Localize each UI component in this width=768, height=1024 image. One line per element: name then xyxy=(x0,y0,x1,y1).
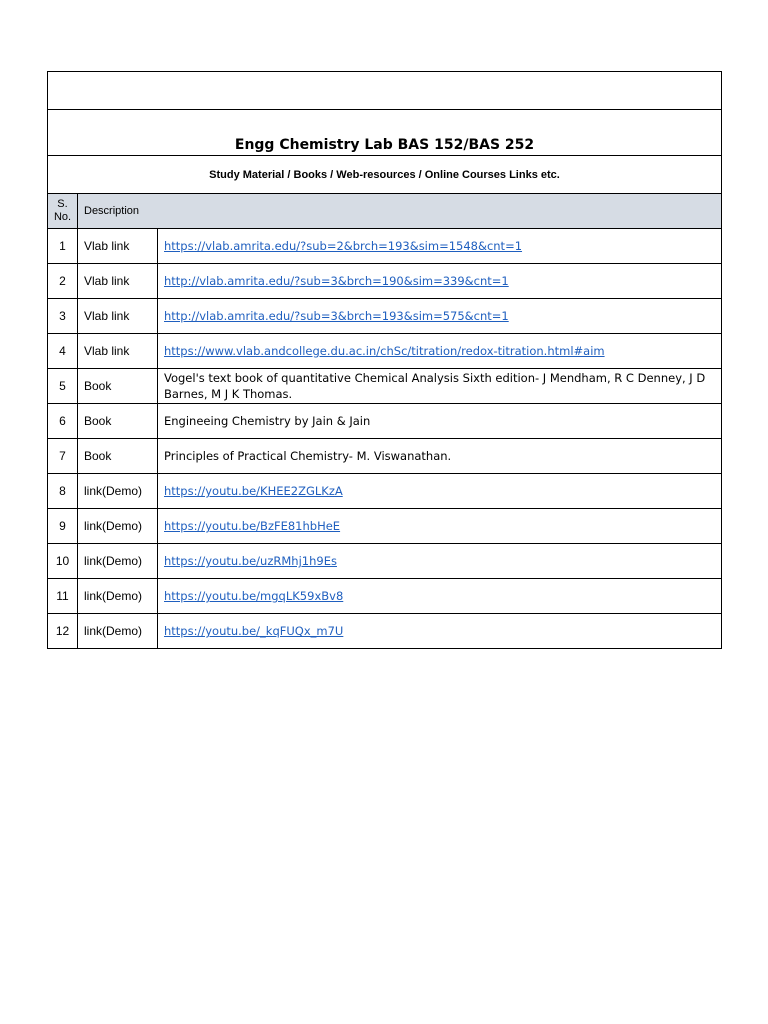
resource-table-body xyxy=(48,72,722,649)
resource-type: Book xyxy=(78,439,158,474)
row-number: 3 xyxy=(48,299,78,334)
row-number: 7 xyxy=(48,439,78,474)
resource-value-cell xyxy=(158,404,722,439)
header-row xyxy=(48,194,722,229)
resource-link[interactable]: http://vlab.amrita.edu/?sub=3&brch=193&sim=575&cnt=1 xyxy=(164,309,509,323)
resource-value-cell xyxy=(158,579,722,614)
resource-link[interactable]: https://youtu.be/uzRMhj1h9Es xyxy=(164,554,337,568)
row-number: 12 xyxy=(48,614,78,649)
row-number: 5 xyxy=(48,369,78,404)
resource-type: Vlab link xyxy=(78,334,158,369)
resource-value-cell xyxy=(158,229,722,264)
table-row xyxy=(48,264,722,299)
resource-type: link(Demo) xyxy=(78,579,158,614)
table-row xyxy=(48,474,722,509)
resource-type: Vlab link xyxy=(78,264,158,299)
title-row xyxy=(48,110,722,156)
resource-link[interactable]: http://vlab.amrita.edu/?sub=3&brch=190&sim=339&cnt=1 xyxy=(164,274,509,288)
resource-link[interactable]: https://youtu.be/BzFE81hbHeE xyxy=(164,519,341,533)
resource-link[interactable]: https://youtu.be/_kqFUQx_m7U xyxy=(164,624,344,638)
sno-header: S. No. xyxy=(48,194,78,229)
table-row xyxy=(48,614,722,649)
table-row xyxy=(48,579,722,614)
table-row xyxy=(48,544,722,579)
resource-type: Vlab link xyxy=(78,229,158,264)
resource-value-cell xyxy=(158,509,722,544)
resource-value-cell xyxy=(158,334,722,369)
table-row xyxy=(48,334,722,369)
resource-link[interactable]: https://youtu.be/mgqLK59xBv8 xyxy=(164,589,344,603)
resource-type: Book xyxy=(78,404,158,439)
resource-value-cell xyxy=(158,439,722,474)
row-number: 2 xyxy=(48,264,78,299)
table-row xyxy=(48,299,722,334)
row-number: 8 xyxy=(48,474,78,509)
resource-text: Engineeing Chemistry by Jain & Jain xyxy=(164,414,371,428)
resource-type: link(Demo) xyxy=(78,614,158,649)
row-number: 9 xyxy=(48,509,78,544)
table-row xyxy=(48,509,722,544)
resource-value-cell xyxy=(158,264,722,299)
resource-type: link(Demo) xyxy=(78,544,158,579)
resource-value-cell xyxy=(158,614,722,649)
table-row xyxy=(48,229,722,264)
resource-text: Vogel's text book of quantitative Chemical Analysis Sixth edition- J Mendham, R C Denney, J D Barnes, M J K Thomas. xyxy=(164,371,706,401)
resource-value-cell xyxy=(158,474,722,509)
resource-link[interactable]: https://www.vlab.andcollege.du.ac.in/chSc/titration/redox-titration.html#aim xyxy=(164,344,605,358)
description-header: Description xyxy=(78,194,722,229)
resource-link[interactable]: https://youtu.be/KHEE2ZGLKzA xyxy=(164,484,343,498)
row-number: 6 xyxy=(48,404,78,439)
resource-type: link(Demo) xyxy=(78,509,158,544)
resource-link[interactable]: https://vlab.amrita.edu/?sub=2&brch=193&sim=1548&cnt=1 xyxy=(164,239,523,253)
empty-cell xyxy=(48,72,722,110)
resource-type: Book xyxy=(78,369,158,404)
row-number: 4 xyxy=(48,334,78,369)
table-row xyxy=(48,369,722,404)
resource-type: link(Demo) xyxy=(78,474,158,509)
resource-type: Vlab link xyxy=(78,299,158,334)
row-number: 11 xyxy=(48,579,78,614)
row-number: 1 xyxy=(48,229,78,264)
table-row xyxy=(48,439,722,474)
subtitle-row xyxy=(48,156,722,194)
row-number: 10 xyxy=(48,544,78,579)
resource-value-cell xyxy=(158,369,722,404)
empty-top-row xyxy=(48,72,722,110)
page-subtitle: Study Material / Books / Web-resources / Online Courses Links etc. xyxy=(48,156,722,194)
resource-table xyxy=(47,71,722,649)
table-row xyxy=(48,404,722,439)
resource-value-cell xyxy=(158,299,722,334)
resource-value-cell xyxy=(158,544,722,579)
resource-text: Principles of Practical Chemistry- M. Viswanathan. xyxy=(164,449,452,463)
page-title: Engg Chemistry Lab BAS 152/BAS 252 xyxy=(48,110,722,156)
